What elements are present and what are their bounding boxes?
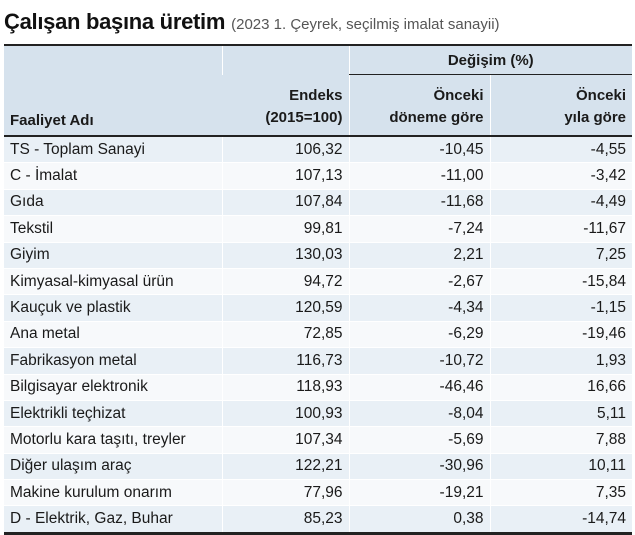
chart-title — [4, 4, 500, 40]
cell-prev-period: -46,46 — [349, 374, 490, 400]
cell-activity-name: Kauçuk ve plastik — [4, 295, 222, 321]
cell-activity-name: Gıda — [4, 189, 222, 215]
cell-prev-period: -10,45 — [349, 136, 490, 163]
title-subtitle: (2023 1. Çeyrek, seçilmiş imalat sanayii) — [231, 16, 500, 33]
header-prev-line1: Önceki — [433, 87, 484, 104]
cell-index: 77,96 — [222, 480, 349, 506]
cell-index: 99,81 — [222, 216, 349, 242]
cell-prev-year: 7,35 — [490, 480, 632, 506]
cell-prev-period: 0,38 — [349, 506, 490, 533]
table-row — [4, 321, 632, 347]
cell-prev-period: -30,96 — [349, 453, 490, 479]
cell-activity-name: Tekstil — [4, 216, 222, 242]
header-activity-name: Faaliyet Adı — [4, 45, 222, 136]
cell-prev-period: -5,69 — [349, 427, 490, 453]
cell-activity-name: Makine kurulum onarım — [4, 480, 222, 506]
cell-activity-name: Bilgisayar elektronik — [4, 374, 222, 400]
cell-prev-period: -19,21 — [349, 480, 490, 506]
header-year-line2: yıla göre — [564, 109, 627, 126]
cell-activity-name: Diğer ulaşım araç — [4, 453, 222, 479]
cell-prev-year: 10,11 — [490, 453, 632, 479]
table-row — [4, 295, 632, 321]
table-row — [4, 242, 632, 268]
cell-index: 106,32 — [222, 136, 349, 163]
table-row — [4, 348, 632, 374]
table-row — [4, 216, 632, 242]
data-table — [4, 44, 632, 535]
cell-index: 72,85 — [222, 321, 349, 347]
cell-index: 120,59 — [222, 295, 349, 321]
table-row — [4, 163, 632, 189]
cell-prev-year: -1,15 — [490, 295, 632, 321]
table-row — [4, 400, 632, 426]
cell-activity-name: Giyim — [4, 242, 222, 268]
cell-activity-name: Elektrikli teçhizat — [4, 400, 222, 426]
cell-prev-period: -8,04 — [349, 400, 490, 426]
table-row — [4, 136, 632, 163]
header-prev-year — [490, 75, 632, 137]
header-index-line1: Endeks — [289, 87, 343, 104]
table-row — [4, 453, 632, 479]
cell-prev-period: -6,29 — [349, 321, 490, 347]
cell-prev-year: -4,49 — [490, 189, 632, 215]
table-row — [4, 189, 632, 215]
cell-prev-year: 1,93 — [490, 348, 632, 374]
cell-index: 85,23 — [222, 506, 349, 533]
header-index-spacer — [222, 45, 349, 75]
title-main: Çalışan başına üretim — [4, 9, 226, 34]
table-body — [4, 136, 632, 533]
cell-prev-year: -3,42 — [490, 163, 632, 189]
header-year-line1: Önceki — [575, 87, 627, 104]
cell-index: 130,03 — [222, 242, 349, 268]
cell-activity-name: D - Elektrik, Gaz, Buhar — [4, 506, 222, 533]
cell-prev-period: -7,24 — [349, 216, 490, 242]
table-header — [4, 45, 632, 136]
cell-index: 107,13 — [222, 163, 349, 189]
cell-prev-period: -10,72 — [349, 348, 490, 374]
cell-activity-name: C - İmalat — [4, 163, 222, 189]
header-change-group: Değişim (%) — [349, 45, 632, 75]
cell-prev-period: -4,34 — [349, 295, 490, 321]
cell-prev-year: -14,74 — [490, 506, 632, 533]
cell-prev-year: -4,55 — [490, 136, 632, 163]
cell-prev-period: -11,00 — [349, 163, 490, 189]
cell-index: 107,34 — [222, 427, 349, 453]
cell-prev-period: -2,67 — [349, 268, 490, 294]
cell-index: 116,73 — [222, 348, 349, 374]
cell-prev-year: 7,88 — [490, 427, 632, 453]
table-row — [4, 427, 632, 453]
header-index — [222, 75, 349, 137]
cell-prev-period: -11,68 — [349, 189, 490, 215]
cell-index: 107,84 — [222, 189, 349, 215]
cell-activity-name: TS - Toplam Sanayi — [4, 136, 222, 163]
header-index-line2: (2015=100) — [265, 109, 343, 126]
cell-prev-year: 16,66 — [490, 374, 632, 400]
cell-prev-period: 2,21 — [349, 242, 490, 268]
cell-activity-name: Motorlu kara taşıtı, treyler — [4, 427, 222, 453]
cell-index: 94,72 — [222, 268, 349, 294]
cell-index: 100,93 — [222, 400, 349, 426]
cell-activity-name: Fabrikasyon metal — [4, 348, 222, 374]
cell-prev-year: -11,67 — [490, 216, 632, 242]
cell-prev-year: -19,46 — [490, 321, 632, 347]
header-prev-period — [349, 75, 490, 137]
cell-activity-name: Ana metal — [4, 321, 222, 347]
table-row — [4, 268, 632, 294]
cell-prev-year: 5,11 — [490, 400, 632, 426]
table-row — [4, 506, 632, 533]
cell-prev-year: 7,25 — [490, 242, 632, 268]
table-row — [4, 374, 632, 400]
cell-index: 122,21 — [222, 453, 349, 479]
cell-activity-name: Kimyasal-kimyasal ürün — [4, 268, 222, 294]
cell-prev-year: -15,84 — [490, 268, 632, 294]
header-prev-line2: döneme göre — [389, 109, 484, 126]
cell-index: 118,93 — [222, 374, 349, 400]
table-row — [4, 480, 632, 506]
